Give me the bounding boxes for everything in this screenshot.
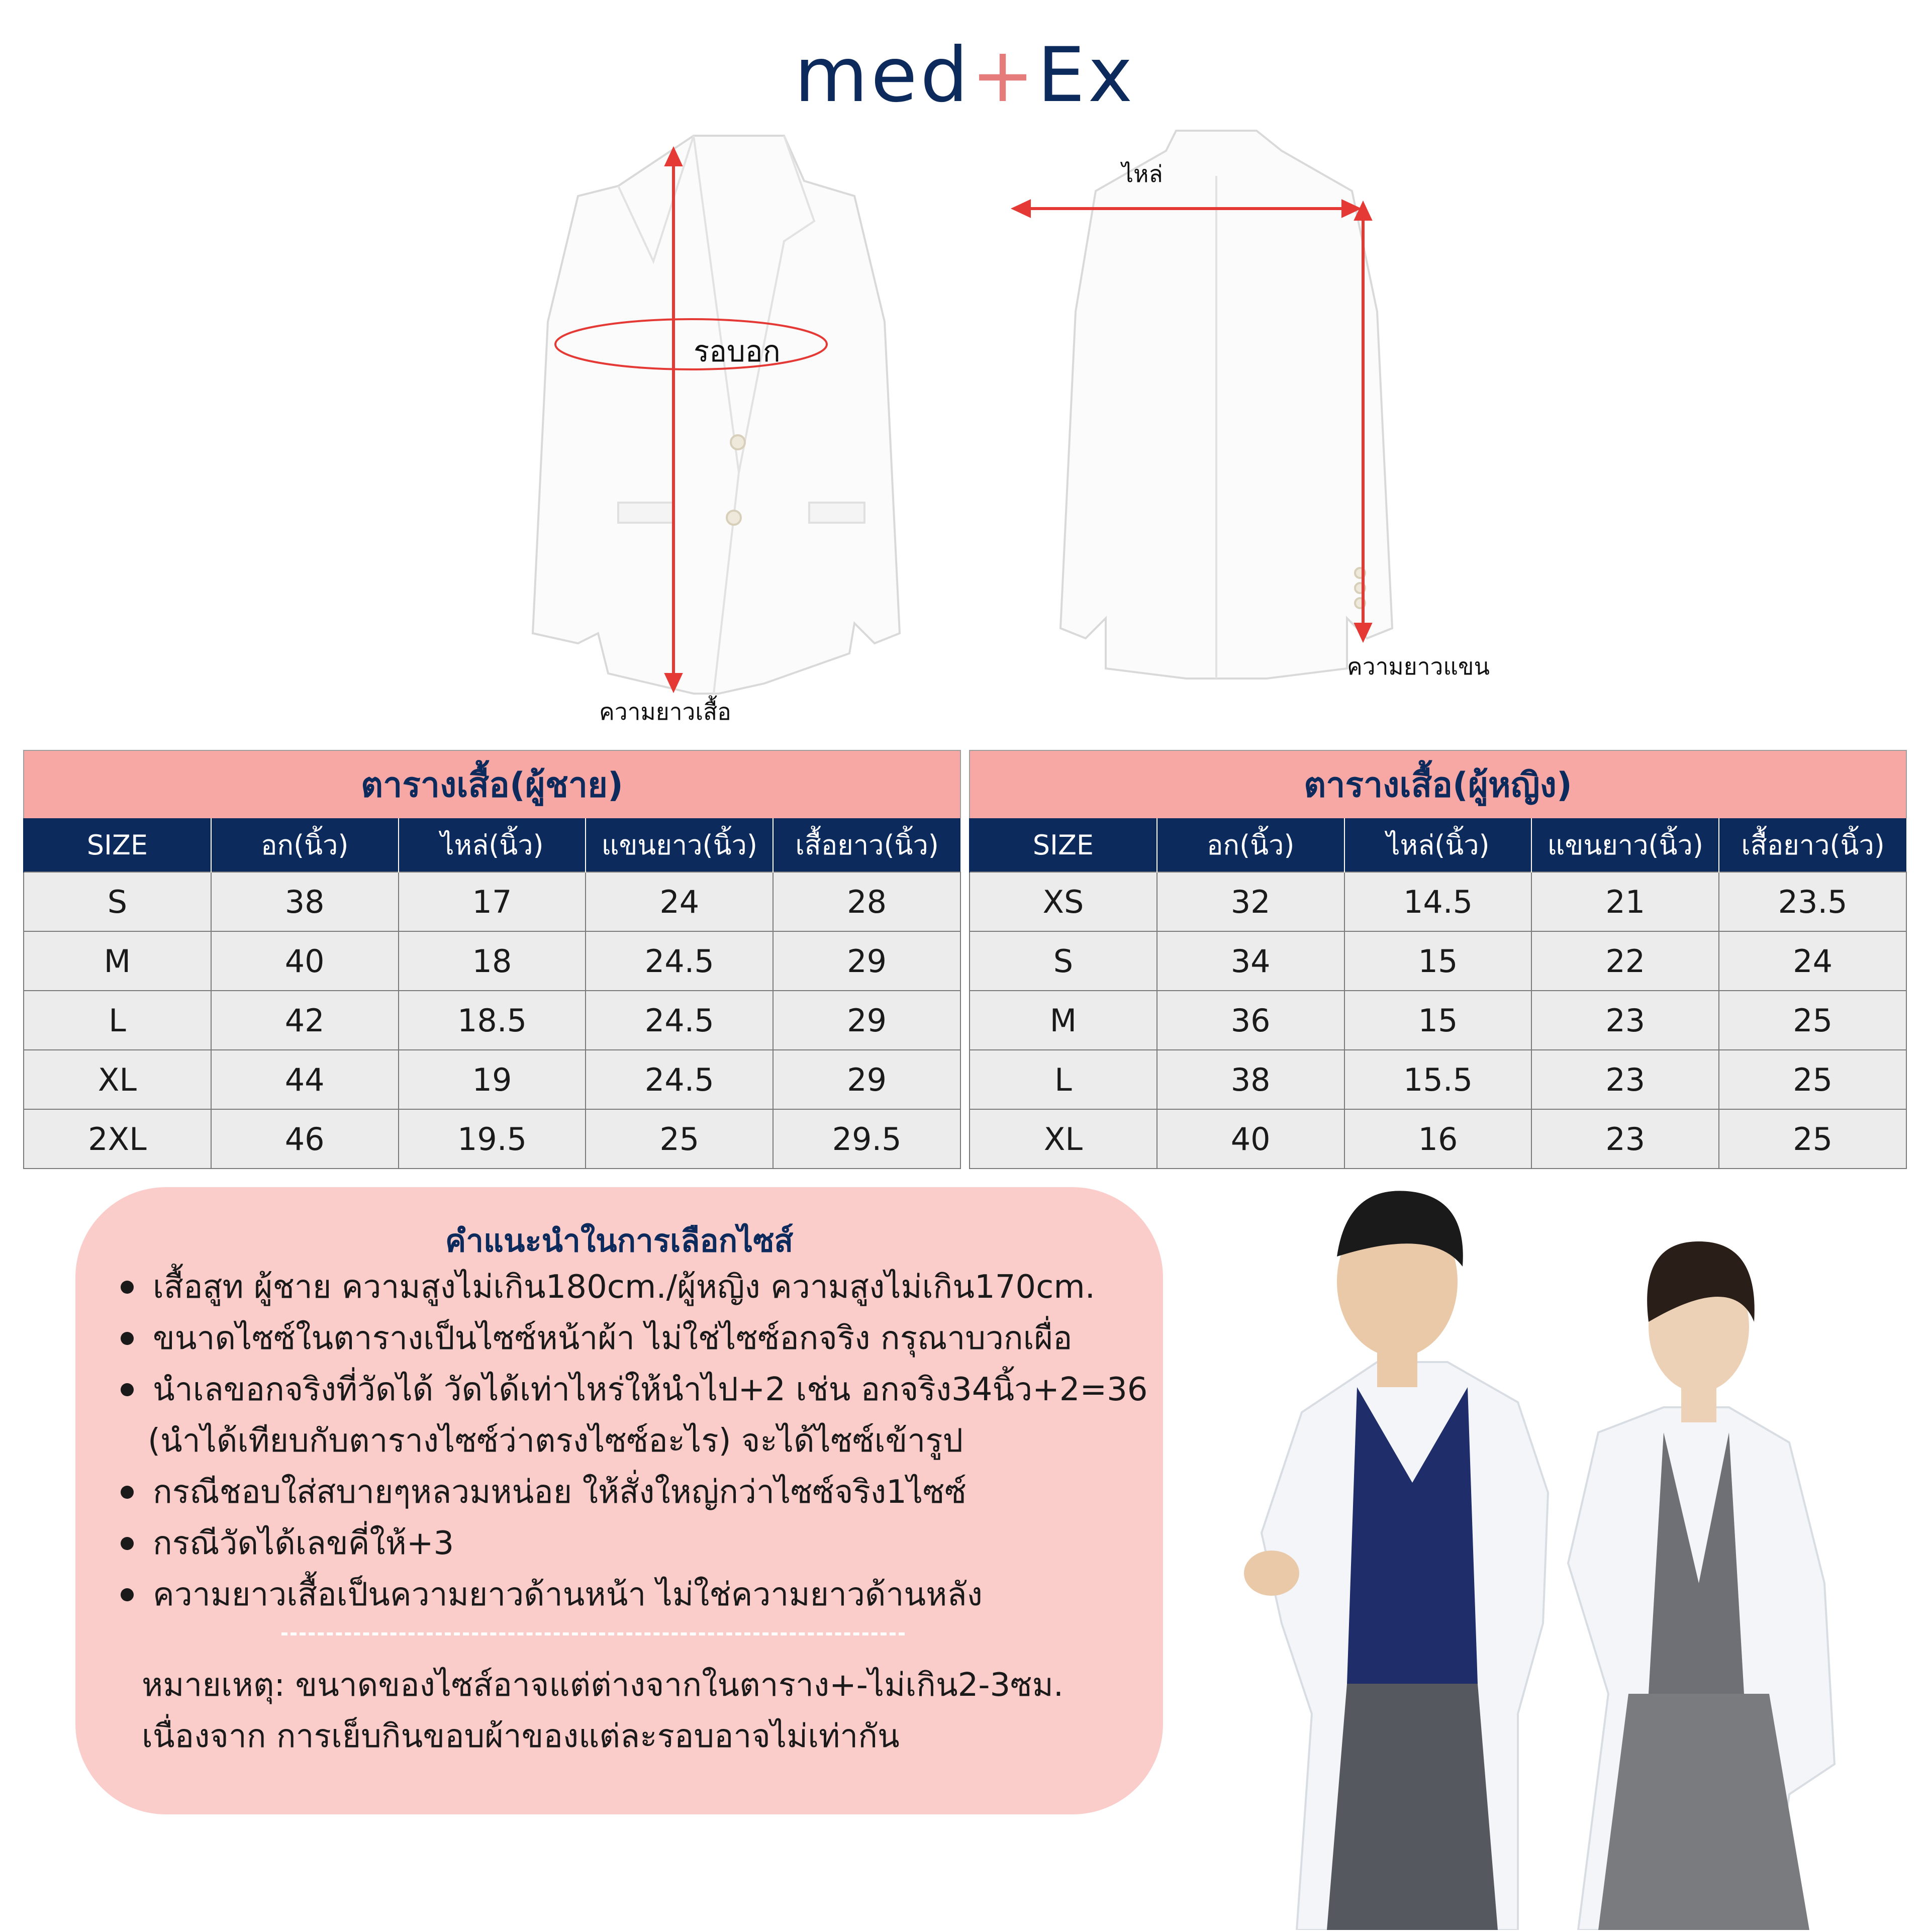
table-cell: 19 [399, 1050, 586, 1109]
table-cell: S [970, 931, 1157, 991]
header-size: SIZE [970, 818, 1157, 872]
table-cell: XL [24, 1050, 211, 1109]
models-photo [1196, 1171, 1900, 1930]
table-cell: L [970, 1050, 1157, 1109]
logo-med: med [794, 32, 972, 119]
table-cell: M [24, 931, 211, 991]
table-row [24, 872, 960, 931]
table-cell: 29 [773, 931, 960, 991]
advice-text-continued: (นำได้เทียบกับตารางไซซ์ว่าตรงไซซ์อะไร) จะได้ไซซ์เข้ารูป [148, 1422, 963, 1460]
table-cell: 34 [1157, 931, 1344, 991]
table-cell: 29.5 [773, 1109, 960, 1169]
table-cell: 40 [1157, 1109, 1344, 1169]
table-row [970, 1050, 1906, 1109]
table-row [24, 991, 960, 1050]
bullet-icon [121, 1383, 134, 1396]
bullet-icon [121, 1281, 134, 1294]
header-sleeve: แขนยาว(นิ้ว) [586, 818, 773, 872]
header-chest: อก(นิ้ว) [211, 818, 399, 872]
header-shoulder: ไหล่(นิ้ว) [1344, 818, 1532, 872]
table-cell: 14.5 [1344, 872, 1532, 931]
header-length: เสื้อยาว(นิ้ว) [1719, 818, 1906, 872]
list-item [116, 1518, 1151, 1569]
table-cell: 24 [1719, 931, 1906, 991]
table-cell: 38 [211, 872, 399, 931]
table-cell: 18.5 [399, 991, 586, 1050]
advice-text: ขนาดไซซ์ในตารางเป็นไซซ์หน้าผ้า ไม่ใช่ไซซ์อกจริง กรุณาบวกเผื่อ [153, 1320, 1073, 1357]
medex-logo [0, 32, 1930, 119]
table-cell: 23 [1531, 1050, 1719, 1109]
table-cell: 24.5 [586, 1050, 773, 1109]
sleeve-label: ความยาวแขน [1347, 653, 1490, 680]
header-size: SIZE [24, 818, 211, 872]
note-line-1: หมายเหตุ: ขนาดของไซส์อาจแต่ต่างจากในตาราง+-ไม่เกิน2-3ซม. [142, 1667, 1064, 1704]
table-cell: 21 [1531, 872, 1719, 931]
table-cell: 19.5 [399, 1109, 586, 1169]
table-cell: L [24, 991, 211, 1050]
list-item [116, 1364, 1151, 1467]
men-size-table [23, 750, 961, 1169]
table-row [24, 1109, 960, 1169]
table-cell: 46 [211, 1109, 399, 1169]
table-cell: 25 [1719, 1050, 1906, 1109]
table-cell: 29 [773, 991, 960, 1050]
men-table [23, 818, 961, 1169]
table-cell: 40 [211, 931, 399, 991]
table-cell: 29 [773, 1050, 960, 1109]
women-table [969, 818, 1907, 1169]
logo-ex: Ex [1037, 32, 1136, 119]
table-cell: S [24, 872, 211, 931]
divider [281, 1632, 905, 1635]
table-cell: 18 [399, 931, 586, 991]
chest-label: รอบอก [694, 334, 781, 368]
woman-figure [1568, 1241, 1835, 1930]
bullet-icon [121, 1537, 134, 1550]
list-item [116, 1313, 1151, 1364]
table-cell: 16 [1344, 1109, 1532, 1169]
advice-title: คำแนะนำในการเลือกไซส์ [445, 1222, 794, 1259]
table-cell: 15.5 [1344, 1050, 1532, 1109]
jacket-diagram [503, 121, 1558, 744]
advice-text: กรณีชอบใส่สบายๆหลวมหน่อย ให้สั่งใหญ่กว่าไซซ์จริง1ไซซ์ [153, 1474, 967, 1511]
women-size-table [969, 750, 1907, 1169]
length-label: ความยาวเสื้อ [599, 698, 731, 725]
table-cell: 32 [1157, 872, 1344, 931]
header-chest: อก(นิ้ว) [1157, 818, 1344, 872]
advice-note [142, 1660, 1064, 1762]
header-length: เสื้อยาว(นิ้ว) [773, 818, 960, 872]
table-cell: M [970, 991, 1157, 1050]
table-cell: 42 [211, 991, 399, 1050]
women-table-title: ตารางเสื้อ(ผู้หญิง) [969, 750, 1907, 818]
table-cell: 22 [1531, 931, 1719, 991]
table-cell: 25 [586, 1109, 773, 1169]
man-figure [1244, 1191, 1548, 1930]
table-row [970, 991, 1906, 1050]
header-shoulder: ไหล่(นิ้ว) [399, 818, 586, 872]
table-row [24, 1050, 960, 1109]
table-cell: 25 [1719, 1109, 1906, 1169]
table-header-row [970, 818, 1906, 872]
table-cell: 23 [1531, 1109, 1719, 1169]
table-row [24, 931, 960, 991]
advice-list [116, 1262, 1151, 1620]
table-cell: 36 [1157, 991, 1344, 1050]
advice-text: กรณีวัดได้เลขคี่ให้+3 [153, 1525, 454, 1562]
table-cell: 2XL [24, 1109, 211, 1169]
table-cell: 15 [1344, 931, 1532, 991]
bullet-icon [121, 1486, 134, 1499]
advice-text: นำเลขอกจริงที่วัดได้ วัดได้เท่าไหร่ให้นำไป+2 เช่น อกจริง34นิ้ว+2=36 [153, 1371, 1148, 1408]
logo-plus-icon: + [971, 32, 1037, 119]
list-item [116, 1467, 1151, 1518]
table-cell: 24.5 [586, 991, 773, 1050]
front-jacket [533, 136, 900, 694]
table-cell: 23.5 [1719, 872, 1906, 931]
table-cell: 23 [1531, 991, 1719, 1050]
table-row [970, 1109, 1906, 1169]
table-cell: 38 [1157, 1050, 1344, 1109]
advice-text: เสื้อสูท ผู้ชาย ความสูงไม่เกิน180cm./ผู้หญิง ความสูงไม่เกิน170cm. [153, 1269, 1095, 1306]
table-cell: 17 [399, 872, 586, 931]
bullet-icon [121, 1332, 134, 1345]
table-cell: 44 [211, 1050, 399, 1109]
table-cell: 24 [586, 872, 773, 931]
shoulder-label: ไหล่ [1122, 160, 1163, 187]
list-item [116, 1569, 1151, 1620]
size-advice-panel [75, 1187, 1163, 1814]
note-line-2: เนื่องจาก การเย็บกินขอบผ้าของแต่ละรอบอาจไม่เท่ากัน [142, 1718, 900, 1755]
table-cell: 25 [1719, 991, 1906, 1050]
table-cell: 28 [773, 872, 960, 931]
table-cell: XL [970, 1109, 1157, 1169]
table-row [970, 872, 1906, 931]
advice-text: ความยาวเสื้อเป็นความยาวด้านหน้า ไม่ใช่ความยาวด้านหลัง [153, 1576, 983, 1613]
table-cell: 15 [1344, 991, 1532, 1050]
table-row [970, 931, 1906, 991]
men-table-title: ตารางเสื้อ(ผู้ชาย) [23, 750, 961, 818]
header-sleeve: แขนยาว(นิ้ว) [1531, 818, 1719, 872]
list-item [116, 1262, 1151, 1313]
bullet-icon [121, 1588, 134, 1601]
table-cell: XS [970, 872, 1157, 931]
table-cell: 24.5 [586, 931, 773, 991]
table-header-row [24, 818, 960, 872]
